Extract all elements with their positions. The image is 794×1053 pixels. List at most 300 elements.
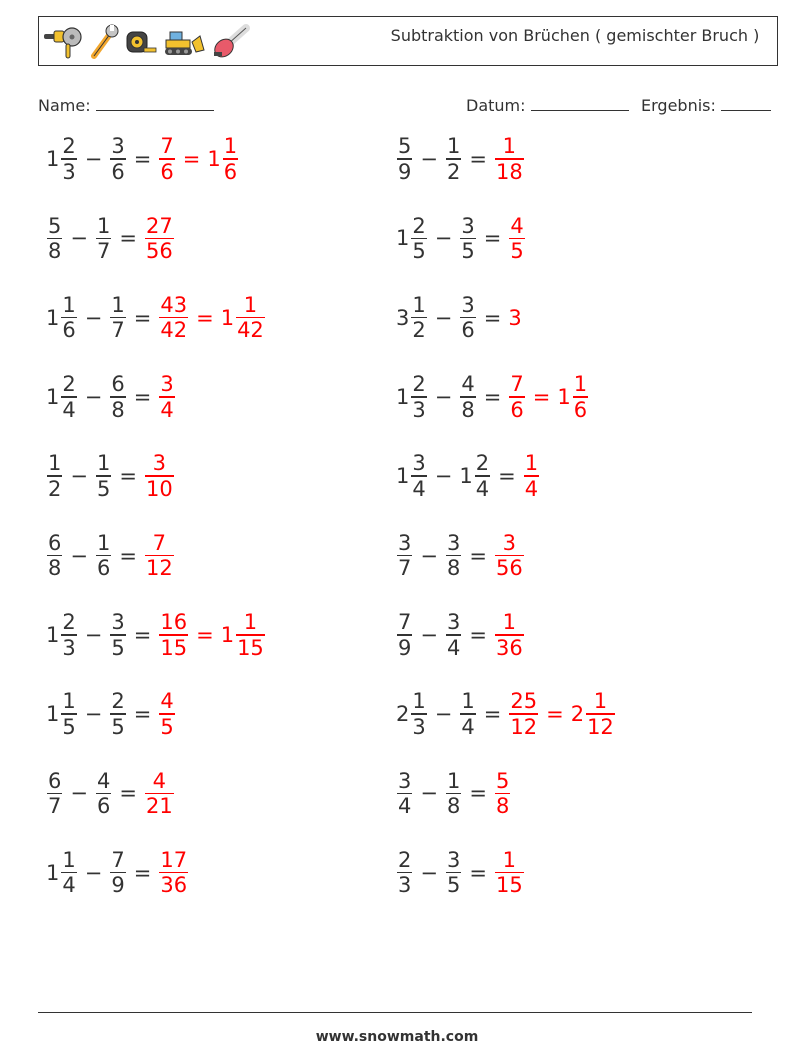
answer-fraction bbox=[495, 610, 524, 660]
answer-mixed-numerator: 1 bbox=[593, 689, 608, 714]
problem-item bbox=[396, 521, 525, 591]
answer-fraction bbox=[159, 372, 174, 422]
equals-sign: = bbox=[119, 226, 137, 251]
subtrahend-fraction bbox=[460, 214, 475, 264]
answer bbox=[494, 531, 525, 581]
subtrahend-denominator: 2 bbox=[446, 159, 461, 184]
answer bbox=[508, 306, 522, 330]
answer bbox=[158, 293, 265, 343]
answer-numerator: 16 bbox=[160, 610, 188, 635]
minuend-numerator: 1 bbox=[62, 847, 76, 872]
answer-denominator: 36 bbox=[495, 635, 523, 660]
minuend-numerator: 2 bbox=[398, 847, 412, 872]
answer bbox=[158, 689, 175, 739]
answer-numerator: 4 bbox=[152, 768, 167, 793]
answer-numerator: 43 bbox=[160, 292, 188, 317]
problem-item bbox=[46, 362, 176, 432]
answer-mixed-numerator: 1 bbox=[243, 292, 258, 317]
minuend-denominator: 3 bbox=[398, 873, 412, 898]
answer bbox=[523, 451, 540, 501]
minus-sign: − bbox=[434, 702, 453, 727]
answer bbox=[494, 610, 525, 660]
minuend-fraction bbox=[411, 293, 426, 343]
minuend-fraction bbox=[61, 848, 76, 898]
minuend-whole: 1 bbox=[46, 305, 60, 330]
equals-sign: = bbox=[119, 543, 137, 568]
minuend-denominator: 3 bbox=[412, 397, 426, 422]
minus-sign: − bbox=[434, 305, 453, 330]
answer-equals-sign: = bbox=[182, 147, 201, 171]
answer bbox=[158, 372, 175, 422]
problem-item bbox=[46, 124, 239, 194]
answer-mixed-denominator: 6 bbox=[573, 397, 588, 422]
answer bbox=[144, 769, 175, 819]
minuend-numerator: 2 bbox=[62, 134, 76, 159]
subtrahend-fraction bbox=[446, 531, 461, 581]
minuend-numerator: 5 bbox=[48, 213, 62, 238]
minuend-denominator: 4 bbox=[62, 873, 76, 898]
answer-denominator: 12 bbox=[510, 714, 538, 739]
answer-denominator: 5 bbox=[160, 714, 174, 739]
answer-fraction bbox=[145, 531, 174, 581]
answer-numerator: 1 bbox=[524, 451, 539, 476]
answer-numerator: 1 bbox=[502, 134, 517, 159]
answer-denominator: 42 bbox=[160, 318, 188, 343]
answer-mixed-whole: 1 bbox=[220, 622, 235, 647]
answer-mixed-numerator: 1 bbox=[573, 372, 588, 397]
subtrahend-numerator: 1 bbox=[96, 213, 111, 238]
minuend-fraction bbox=[411, 372, 426, 422]
minuend-denominator: 4 bbox=[398, 794, 412, 819]
problem-item bbox=[396, 838, 525, 908]
answer bbox=[144, 531, 175, 581]
answer-mixed-denominator: 6 bbox=[223, 159, 238, 184]
subtrahend-denominator: 6 bbox=[96, 794, 111, 819]
subtrahend-numerator: 3 bbox=[446, 610, 461, 635]
subtrahend-fraction bbox=[460, 372, 475, 422]
minuend-fraction bbox=[411, 451, 426, 501]
minuend-denominator: 2 bbox=[412, 318, 426, 343]
answer-fraction bbox=[524, 451, 539, 501]
minuend-numerator: 1 bbox=[412, 689, 426, 714]
minuend-denominator: 5 bbox=[62, 714, 76, 739]
answer-mixed-fraction bbox=[236, 610, 265, 660]
subtrahend-denominator: 7 bbox=[96, 239, 111, 264]
subtrahend-denominator: 8 bbox=[446, 556, 461, 581]
answer-fraction bbox=[145, 769, 174, 819]
answer-denominator: 6 bbox=[160, 159, 174, 184]
answer-denominator: 15 bbox=[495, 873, 523, 898]
subtrahend-denominator: 6 bbox=[461, 318, 475, 343]
equals-sign: = bbox=[133, 702, 152, 727]
answer-mixed-denominator: 15 bbox=[237, 635, 264, 660]
subtrahend-denominator: 5 bbox=[96, 476, 111, 501]
answer bbox=[158, 848, 189, 898]
answer-equals-sign: = bbox=[196, 622, 214, 647]
subtrahend-numerator: 1 bbox=[446, 768, 461, 793]
minuend-fraction bbox=[411, 689, 426, 739]
footer-url: www.snowmath.com bbox=[315, 1029, 479, 1045]
problem-item bbox=[396, 124, 525, 194]
subtrahend-denominator: 6 bbox=[111, 159, 125, 184]
minuend-denominator: 4 bbox=[62, 397, 76, 422]
answer-numerator: 7 bbox=[160, 134, 174, 159]
answer-fraction bbox=[159, 689, 174, 739]
answer-mixed-fraction bbox=[586, 689, 615, 739]
answer-equals-sign: = bbox=[532, 384, 551, 409]
subtrahend-fraction bbox=[475, 451, 490, 501]
minuend-denominator: 7 bbox=[48, 794, 62, 819]
minuend-numerator: 1 bbox=[62, 689, 76, 714]
problem-item bbox=[46, 600, 266, 670]
minuend-denominator: 8 bbox=[48, 239, 62, 264]
answer-fraction bbox=[495, 531, 524, 581]
equals-sign: = bbox=[483, 226, 502, 251]
subtrahend-fraction bbox=[446, 848, 461, 898]
minuend-numerator: 3 bbox=[412, 451, 426, 476]
date-label: Datum: bbox=[466, 96, 526, 115]
minus-sign: − bbox=[70, 543, 88, 568]
subtrahend-fraction bbox=[96, 769, 111, 819]
equals-sign: = bbox=[498, 464, 516, 489]
minus-sign: − bbox=[84, 384, 103, 409]
answer-mixed-whole: 2 bbox=[570, 702, 585, 727]
problem-item bbox=[396, 362, 589, 432]
answer-numerator: 17 bbox=[160, 847, 188, 872]
subtrahend-numerator: 3 bbox=[446, 530, 461, 555]
minus-sign: − bbox=[420, 147, 438, 171]
subtrahend-denominator: 5 bbox=[461, 239, 475, 264]
answer-equals-sign: = bbox=[196, 305, 214, 330]
subtrahend-numerator: 3 bbox=[111, 610, 125, 635]
minuend-whole: 1 bbox=[46, 384, 60, 409]
subtrahend-whole: 1 bbox=[459, 464, 473, 489]
equals-sign: = bbox=[483, 384, 502, 409]
minuend-numerator: 6 bbox=[48, 768, 62, 793]
answer-whole: 3 bbox=[508, 305, 522, 330]
minus-sign: − bbox=[84, 622, 103, 647]
minuend-numerator: 2 bbox=[62, 610, 76, 635]
subtrahend-numerator: 3 bbox=[461, 213, 475, 238]
answer-mixed-whole: 1 bbox=[557, 384, 571, 409]
answer-denominator: 8 bbox=[495, 794, 510, 819]
answer-numerator: 7 bbox=[510, 372, 524, 397]
minus-sign: − bbox=[420, 622, 438, 647]
subtrahend-numerator: 4 bbox=[461, 372, 475, 397]
subtrahend-numerator: 1 bbox=[446, 134, 461, 159]
minuend-fraction bbox=[397, 610, 412, 660]
footer-divider bbox=[38, 1012, 752, 1013]
equals-sign: = bbox=[469, 622, 487, 647]
worksheet-title: Subtraktion von Brüchen ( gemischter Bruch ) bbox=[390, 26, 760, 45]
answer-numerator: 1 bbox=[502, 610, 517, 635]
subtrahend-numerator: 3 bbox=[111, 134, 125, 159]
answer-numerator: 7 bbox=[152, 530, 167, 555]
minus-sign: − bbox=[420, 781, 438, 806]
minuend-whole: 2 bbox=[396, 702, 410, 727]
subtrahend-denominator: 8 bbox=[446, 794, 461, 819]
subtrahend-numerator: 1 bbox=[96, 530, 111, 555]
equals-sign: = bbox=[133, 384, 152, 409]
minuend-fraction bbox=[61, 372, 76, 422]
minuend-numerator: 1 bbox=[62, 292, 76, 317]
minuend-numerator: 3 bbox=[398, 530, 412, 555]
subtrahend-fraction bbox=[110, 293, 125, 343]
answer bbox=[144, 451, 175, 501]
equals-sign: = bbox=[469, 147, 487, 171]
answer-denominator: 12 bbox=[145, 556, 173, 581]
problem-item bbox=[46, 679, 176, 749]
answer-mixed-whole: 1 bbox=[207, 147, 221, 171]
minuend-fraction bbox=[61, 134, 76, 184]
minuend-whole: 1 bbox=[46, 702, 60, 727]
answer-denominator: 5 bbox=[510, 239, 524, 264]
equals-sign: = bbox=[133, 305, 152, 330]
problem-item bbox=[46, 441, 175, 511]
problem-item bbox=[46, 521, 175, 591]
subtrahend-fraction bbox=[460, 293, 475, 343]
minus-sign: − bbox=[70, 781, 88, 806]
answer-numerator: 4 bbox=[160, 689, 174, 714]
answer-mixed-numerator: 1 bbox=[243, 610, 258, 635]
subtrahend-denominator: 9 bbox=[111, 873, 125, 898]
minuend-fraction bbox=[61, 610, 76, 660]
problem-item bbox=[396, 283, 523, 353]
minus-sign: − bbox=[70, 464, 88, 489]
subtrahend-denominator: 5 bbox=[111, 714, 125, 739]
problem-item bbox=[396, 679, 616, 749]
minus-sign: − bbox=[70, 226, 88, 251]
answer bbox=[158, 134, 239, 184]
subtrahend-denominator: 5 bbox=[446, 873, 461, 898]
subtrahend-fraction bbox=[460, 689, 475, 739]
answer-denominator: 4 bbox=[160, 397, 174, 422]
minuend-fraction bbox=[397, 134, 412, 184]
subtrahend-numerator: 1 bbox=[111, 292, 125, 317]
minuend-fraction bbox=[47, 769, 62, 819]
answer-fraction bbox=[159, 293, 188, 343]
minuend-whole: 1 bbox=[46, 622, 60, 647]
answer-numerator: 3 bbox=[502, 530, 517, 555]
answer-numerator: 1 bbox=[502, 847, 517, 872]
minuend-fraction bbox=[47, 214, 62, 264]
subtrahend-numerator: 2 bbox=[475, 451, 490, 476]
minuend-denominator: 6 bbox=[62, 318, 76, 343]
subtrahend-numerator: 2 bbox=[111, 689, 125, 714]
subtrahend-denominator: 7 bbox=[111, 318, 125, 343]
problem-item bbox=[396, 600, 525, 670]
subtrahend-numerator: 4 bbox=[96, 768, 111, 793]
subtrahend-numerator: 1 bbox=[461, 689, 475, 714]
answer-mixed-fraction bbox=[573, 372, 588, 422]
minus-sign: − bbox=[84, 147, 103, 171]
minus-sign: − bbox=[84, 860, 103, 885]
minuend-fraction bbox=[397, 531, 412, 581]
answer-denominator: 56 bbox=[495, 556, 523, 581]
answer-mixed-whole: 1 bbox=[220, 305, 235, 330]
answer-fraction bbox=[159, 134, 174, 184]
subtrahend-numerator: 6 bbox=[111, 372, 125, 397]
answer-fraction bbox=[509, 214, 524, 264]
equals-sign: = bbox=[469, 860, 487, 885]
answer-mixed-fraction bbox=[236, 293, 265, 343]
minuend-numerator: 3 bbox=[398, 768, 412, 793]
equals-sign: = bbox=[469, 543, 487, 568]
equals-sign: = bbox=[133, 860, 152, 885]
subtrahend-denominator: 8 bbox=[461, 397, 475, 422]
subtrahend-fraction bbox=[446, 134, 461, 184]
subtrahend-fraction bbox=[110, 848, 125, 898]
subtrahend-numerator: 3 bbox=[461, 292, 475, 317]
minus-sign: − bbox=[420, 860, 438, 885]
minuend-numerator: 2 bbox=[62, 372, 76, 397]
minus-sign: − bbox=[434, 384, 453, 409]
minuend-denominator: 9 bbox=[398, 635, 412, 660]
result-label: Ergebnis: bbox=[641, 96, 716, 115]
minuend-whole: 1 bbox=[46, 860, 60, 885]
subtrahend-numerator: 1 bbox=[96, 451, 111, 476]
subtrahend-denominator: 4 bbox=[475, 476, 490, 501]
subtrahend-fraction bbox=[446, 610, 461, 660]
answer-mixed-numerator: 1 bbox=[223, 134, 238, 159]
answer-fraction bbox=[145, 451, 174, 501]
minuend-denominator: 3 bbox=[62, 635, 76, 660]
problem-item bbox=[396, 758, 511, 828]
subtrahend-denominator: 4 bbox=[446, 635, 461, 660]
answer-denominator: 21 bbox=[145, 794, 173, 819]
answer-fraction bbox=[159, 610, 188, 660]
answer-denominator: 15 bbox=[160, 635, 188, 660]
answer-mixed-denominator: 12 bbox=[587, 714, 614, 739]
subtrahend-fraction bbox=[110, 372, 125, 422]
subtrahend-fraction bbox=[96, 531, 111, 581]
subtrahend-fraction bbox=[96, 451, 111, 501]
minuend-denominator: 5 bbox=[412, 239, 426, 264]
answer-fraction bbox=[145, 214, 174, 264]
answer-denominator: 18 bbox=[495, 159, 523, 184]
minuend-denominator: 8 bbox=[48, 556, 62, 581]
equals-sign: = bbox=[119, 464, 137, 489]
minuend-denominator: 4 bbox=[412, 476, 426, 501]
answer-equals-sign: = bbox=[546, 702, 564, 727]
minuend-numerator: 6 bbox=[48, 530, 62, 555]
minus-sign: − bbox=[434, 464, 453, 489]
answer-numerator: 5 bbox=[495, 768, 510, 793]
subtrahend-fraction bbox=[110, 134, 125, 184]
minuend-numerator: 5 bbox=[398, 134, 412, 159]
answer bbox=[494, 134, 525, 184]
minuend-whole: 1 bbox=[46, 147, 60, 171]
answer-fraction bbox=[495, 848, 524, 898]
problem-item bbox=[46, 838, 189, 908]
minus-sign: − bbox=[84, 305, 103, 330]
name-label: Name: bbox=[38, 96, 91, 115]
minuend-denominator: 3 bbox=[62, 159, 76, 184]
answer bbox=[158, 610, 265, 660]
answer-fraction bbox=[495, 134, 524, 184]
answer-denominator: 6 bbox=[510, 397, 524, 422]
answer-fraction bbox=[495, 769, 510, 819]
answer-fraction bbox=[509, 689, 538, 739]
answer bbox=[494, 769, 511, 819]
answer-fraction bbox=[159, 848, 188, 898]
minuend-numerator: 1 bbox=[412, 292, 426, 317]
answer bbox=[494, 848, 525, 898]
answer-denominator: 10 bbox=[145, 476, 173, 501]
minuend-fraction bbox=[397, 848, 412, 898]
answer-numerator: 25 bbox=[510, 689, 538, 714]
subtrahend-fraction bbox=[110, 689, 125, 739]
minuend-whole: 3 bbox=[396, 305, 410, 330]
minuend-denominator: 3 bbox=[412, 714, 426, 739]
subtrahend-numerator: 7 bbox=[111, 847, 125, 872]
answer bbox=[144, 214, 175, 264]
problem-item bbox=[46, 758, 175, 828]
minuend-fraction bbox=[61, 293, 76, 343]
equals-sign: = bbox=[119, 781, 137, 806]
answer-numerator: 4 bbox=[510, 213, 524, 238]
minuend-denominator: 7 bbox=[398, 556, 412, 581]
minuend-whole: 1 bbox=[396, 464, 410, 489]
minuend-fraction bbox=[47, 531, 62, 581]
minuend-fraction bbox=[397, 769, 412, 819]
equals-sign: = bbox=[133, 147, 152, 171]
minuend-denominator: 2 bbox=[48, 476, 62, 501]
equals-sign: = bbox=[483, 702, 502, 727]
subtrahend-denominator: 8 bbox=[111, 397, 125, 422]
minus-sign: − bbox=[434, 226, 453, 251]
answer bbox=[508, 689, 615, 739]
equals-sign: = bbox=[483, 305, 502, 330]
answer-denominator: 4 bbox=[524, 476, 539, 501]
subtrahend-fraction bbox=[96, 214, 111, 264]
minuend-whole: 1 bbox=[396, 226, 410, 251]
minus-sign: − bbox=[420, 543, 438, 568]
minuend-numerator: 2 bbox=[412, 372, 426, 397]
minuend-denominator: 9 bbox=[398, 159, 412, 184]
problem-item bbox=[396, 441, 540, 511]
subtrahend-numerator: 3 bbox=[446, 847, 461, 872]
minuend-numerator: 2 bbox=[412, 213, 426, 238]
problem-item bbox=[46, 283, 266, 353]
subtrahend-denominator: 4 bbox=[461, 714, 475, 739]
problem-item bbox=[396, 203, 526, 273]
minuend-fraction bbox=[47, 451, 62, 501]
answer-mixed-denominator: 42 bbox=[237, 318, 264, 343]
minuend-fraction bbox=[61, 689, 76, 739]
answer-mixed-fraction bbox=[223, 134, 238, 184]
subtrahend-fraction bbox=[110, 610, 125, 660]
minuend-numerator: 1 bbox=[48, 451, 62, 476]
problem-item bbox=[46, 203, 175, 273]
minus-sign: − bbox=[84, 702, 103, 727]
answer bbox=[508, 372, 589, 422]
answer-numerator: 27 bbox=[145, 213, 173, 238]
subtrahend-fraction bbox=[446, 769, 461, 819]
answer-denominator: 56 bbox=[145, 239, 173, 264]
answer bbox=[508, 214, 525, 264]
minuend-whole: 1 bbox=[396, 384, 410, 409]
equals-sign: = bbox=[133, 622, 152, 647]
subtrahend-denominator: 6 bbox=[96, 556, 111, 581]
answer-fraction bbox=[509, 372, 524, 422]
minuend-fraction bbox=[411, 214, 426, 264]
answer-numerator: 3 bbox=[160, 372, 174, 397]
answer-numerator: 3 bbox=[152, 451, 167, 476]
equals-sign: = bbox=[469, 781, 487, 806]
subtrahend-denominator: 5 bbox=[111, 635, 125, 660]
answer-denominator: 36 bbox=[160, 873, 188, 898]
